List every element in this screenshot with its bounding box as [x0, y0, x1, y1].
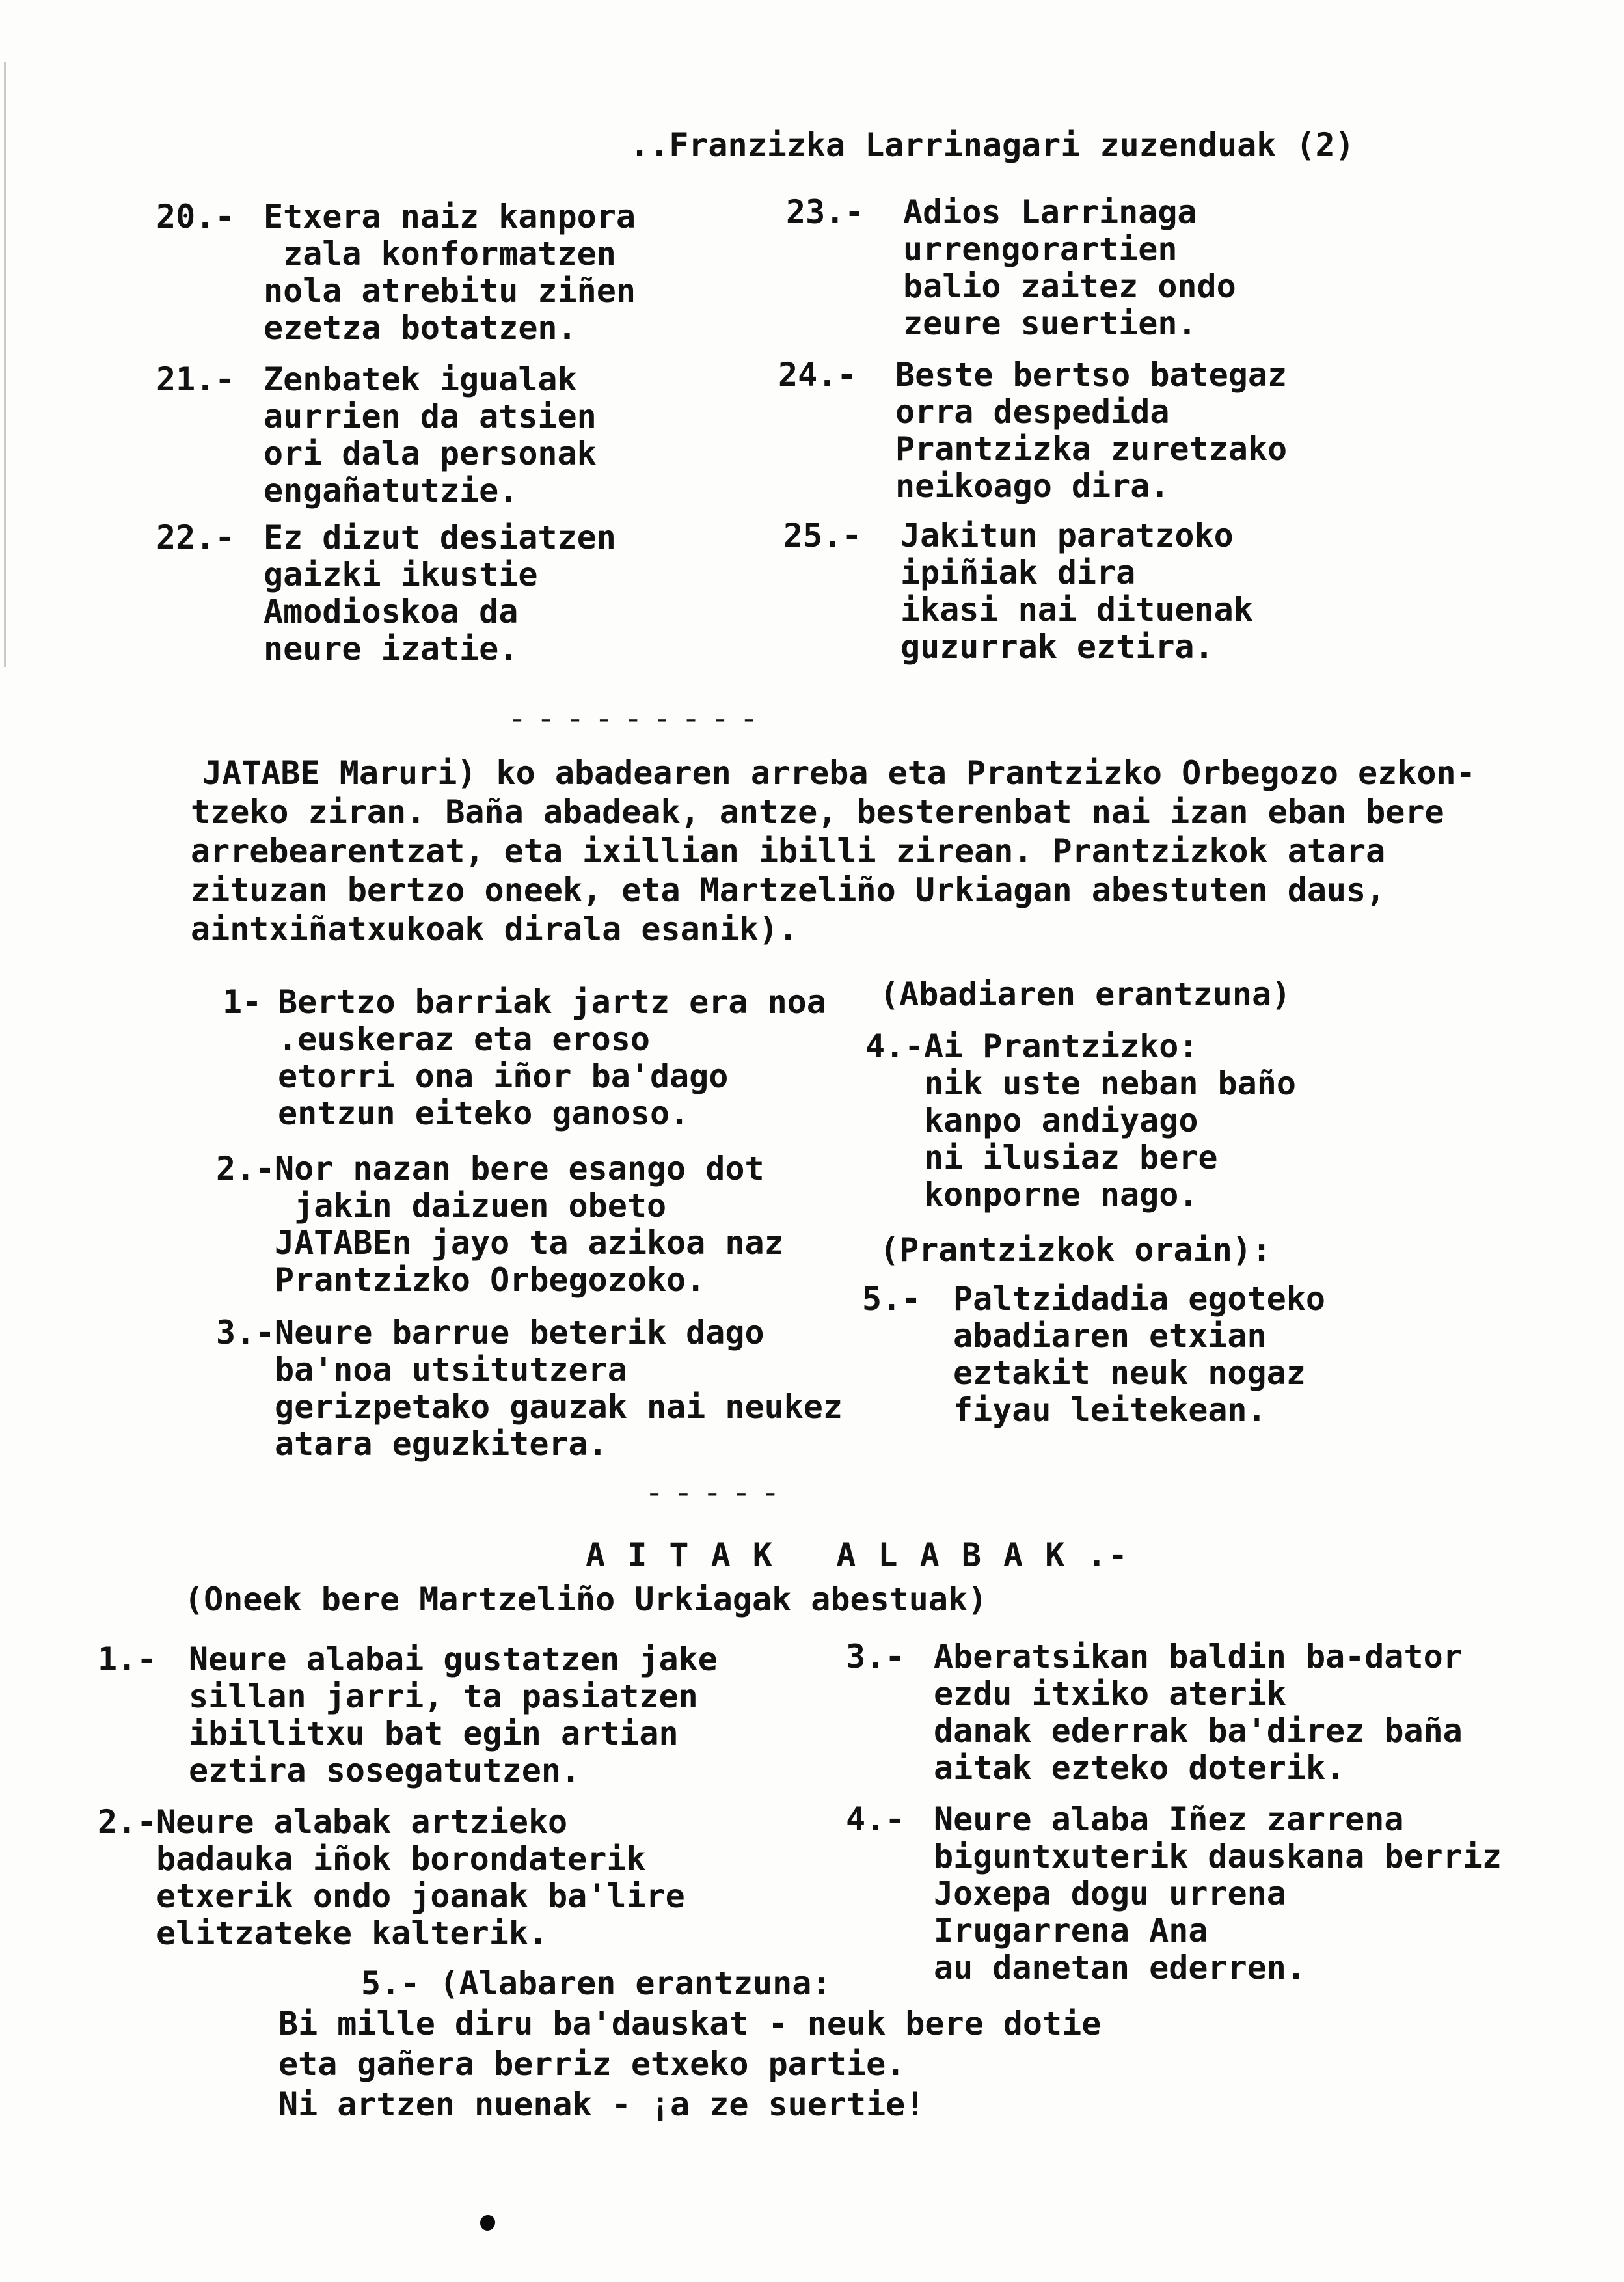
verse-line: eztakit neuk nogaz [953, 1354, 1306, 1392]
verse-line: engañatutzie. [264, 472, 519, 509]
verse-line: zeure suertien. [903, 305, 1197, 342]
verse-number: 21.- [156, 360, 235, 398]
verse-line: ipiñiak dira [900, 554, 1136, 591]
verse-line: Adios Larrinaga [903, 193, 1197, 231]
answer-line: Bi mille diru ba'dauskat - neuk bere dotie [278, 2005, 1102, 2043]
verse-number: 3.- [846, 1638, 905, 1676]
verse-number: 1- [223, 983, 262, 1021]
verse-line: orra despedida [895, 393, 1170, 431]
verse-line: ezdu itxiko aterik [934, 1675, 1286, 1713]
scan-artifact-line [4, 62, 6, 667]
prose-paragraph [191, 754, 1476, 949]
verse-line: ibillitxu bat egin artian [189, 1715, 679, 1752]
verse-number: 4.- [846, 1800, 905, 1838]
page-title: ..Franzizka Larrinagari zuzenduak (2) [630, 126, 1355, 164]
verse-line: Amodioskoa da [264, 593, 519, 631]
verse-3 [216, 1314, 843, 1463]
paragraph-line: arrebearentzat, eta ixillian ibilli zirean. Prantzizkok atara [191, 832, 1386, 870]
verse-line: ba'noa utsitutzera [275, 1351, 627, 1389]
verse-line: konporne nago. [924, 1176, 1198, 1214]
verse-line: Ez dizut desiatzen [264, 519, 616, 556]
verse-line: nik uste neban baño [924, 1065, 1296, 1102]
verse-25 [783, 517, 1253, 666]
verse-line: Beste bertso bategaz [895, 356, 1288, 394]
answer-intro: 5.- (Alabaren erantzuna: [361, 1964, 832, 2002]
verse-line: Etxera naiz kanpora [264, 198, 636, 236]
verse-number: 23.- [786, 193, 865, 231]
verse-number: 24.- [778, 356, 857, 394]
verse-22 [156, 519, 616, 668]
verse-2 [216, 1150, 784, 1299]
verse-21 [156, 361, 597, 509]
verse-line: eztira sosegatutzen. [189, 1752, 581, 1789]
verse-line: aitak ezteko doterik. [934, 1749, 1346, 1787]
verse-number: 5.- [862, 1280, 921, 1318]
aitak-verse-3 [846, 1638, 1463, 1787]
verse-line: zala konformatzen [264, 235, 616, 273]
verse-line: Neure alaba Iñez zarrena [934, 1800, 1404, 1838]
ink-dot [480, 2215, 495, 2231]
dashed-divider: - - - - - [646, 1485, 777, 1502]
verse-line: .euskeraz eta eroso [278, 1020, 650, 1058]
verse-line: Neure alabai gustatzen jake [189, 1640, 718, 1678]
verse-line: Neure barrue beterik dago [275, 1314, 765, 1352]
verse-line: Paltzidadia egoteko [953, 1280, 1325, 1318]
verse-line: neikoago dira. [895, 467, 1170, 505]
verse-line: ori dala personak [264, 435, 597, 472]
verse-line: Ai Prantzizko: [924, 1027, 1198, 1065]
verse-line: aurrien da atsien [264, 398, 597, 435]
verse-line: elitzateke kalterik. [156, 1914, 548, 1952]
verse-24 [778, 357, 1287, 505]
verse-line: danak ederrak ba'direz baña [934, 1712, 1463, 1750]
verse-line: badauka iñok borondaterik [156, 1840, 646, 1878]
aitak-verse-1 [98, 1641, 718, 1789]
verse-5 [862, 1281, 1325, 1429]
verse-line: biguntxuterik dauskana berriz [934, 1838, 1502, 1875]
verse-line: Bertzo barriak jartz era noa [278, 983, 826, 1021]
verse-number: 20.- [156, 198, 235, 236]
verse-1 [223, 984, 826, 1132]
verse-20 [156, 198, 636, 347]
section-subtitle: (Oneek bere Martzeliño Urkiagak abestuak) [184, 1581, 988, 1618]
verse-line: neure izatie. [264, 630, 519, 668]
verse-line: ni ilusiaz bere [924, 1139, 1218, 1176]
verse-line: atara eguzkitera. [275, 1425, 608, 1463]
paragraph-line: tzeko ziran. Baña abadeak, antze, besterenbat nai izan eban bere [191, 793, 1444, 831]
verse-number: 2.- [98, 1803, 157, 1841]
verse-line: Neure alabak artzieko [156, 1803, 568, 1841]
verse-number: 22.- [156, 519, 235, 556]
verse-4 [865, 1028, 1296, 1214]
verse-number: 1.- [98, 1640, 157, 1678]
verse-line: Jakitun paratzoko [900, 517, 1234, 554]
paragraph-line: aintxiñatxukoak dirala esanik). [191, 910, 798, 948]
verse-line: urrengorartien [903, 230, 1178, 268]
verse-line: Aberatsikan baldin ba-dator [934, 1638, 1463, 1676]
aitak-verse-4 [846, 1801, 1502, 1987]
verse-line: Joxepa dogu urrena [934, 1875, 1286, 1912]
paragraph-line: zituzan bertzo oneek, eta Martzeliño Urkiagan abestuten daus, [191, 871, 1386, 909]
verse-line: gaizki ikustie [264, 556, 538, 593]
verse-line: etorri ona iñor ba'dago [278, 1057, 729, 1095]
verse-line: Irugarrena Ana [934, 1912, 1208, 1949]
verse-line: balio zaitez ondo [903, 267, 1236, 305]
answer-line: Ni artzen nuenak - ¡a ze suertie! [278, 2085, 925, 2123]
verse-line: abadiaren etxian [953, 1317, 1267, 1355]
verse-line: ezetza botatzen. [264, 309, 577, 347]
verse-line: Nor nazan bere esango dot [275, 1150, 765, 1188]
verse-number: 2.- [216, 1150, 275, 1188]
section-heading-aitak-alabak: A I T A K A L A B A K .- [586, 1536, 1129, 1574]
verse-line: guzurrak eztira. [900, 628, 1214, 666]
verse-number: 25.- [783, 517, 862, 554]
verse-line: etxerik ondo joanak ba'lire [156, 1877, 685, 1915]
verse-line: jakin daizuen obeto [275, 1187, 667, 1225]
speaker-label-prantzizkok: (Prantzizkok orain): [880, 1231, 1272, 1269]
verse-line: entzun eiteko ganoso. [278, 1094, 690, 1132]
verse-line: fiyau leitekean. [953, 1391, 1267, 1429]
verse-line: sillan jarri, ta pasiatzen [189, 1678, 698, 1715]
verse-line: au danetan ederren. [934, 1949, 1306, 1987]
verse-line: Prantzizko Orbegozoko. [275, 1261, 706, 1299]
speaker-label-abadiaren: (Abadiaren erantzuna) [880, 975, 1292, 1013]
verse-line: ikasi nai dituenak [900, 591, 1253, 629]
aitak-verse-2 [98, 1804, 685, 1952]
dashed-divider: - - - - - - - - - [509, 711, 755, 728]
verse-line: kanpo andiyago [924, 1102, 1198, 1139]
verse-line: Prantzizka zuretzako [895, 430, 1288, 468]
verse-number: 4.- [865, 1027, 925, 1065]
verse-line: JATABEn jayo ta azikoa naz [275, 1224, 784, 1262]
verse-line: Zenbatek igualak [264, 360, 577, 398]
paragraph-line: JATABE Maruri) ko abadearen arreba eta Prantzizko Orbegozo ezkon- [202, 754, 1476, 792]
answer-line: eta gañera berriz etxeko partie. [278, 2045, 906, 2083]
verse-23 [786, 194, 1236, 342]
verse-line: gerizpetako gauzak nai neukez [275, 1388, 843, 1426]
verse-number: 3.- [216, 1314, 275, 1352]
verse-line: nola atrebitu ziñen [264, 272, 636, 310]
